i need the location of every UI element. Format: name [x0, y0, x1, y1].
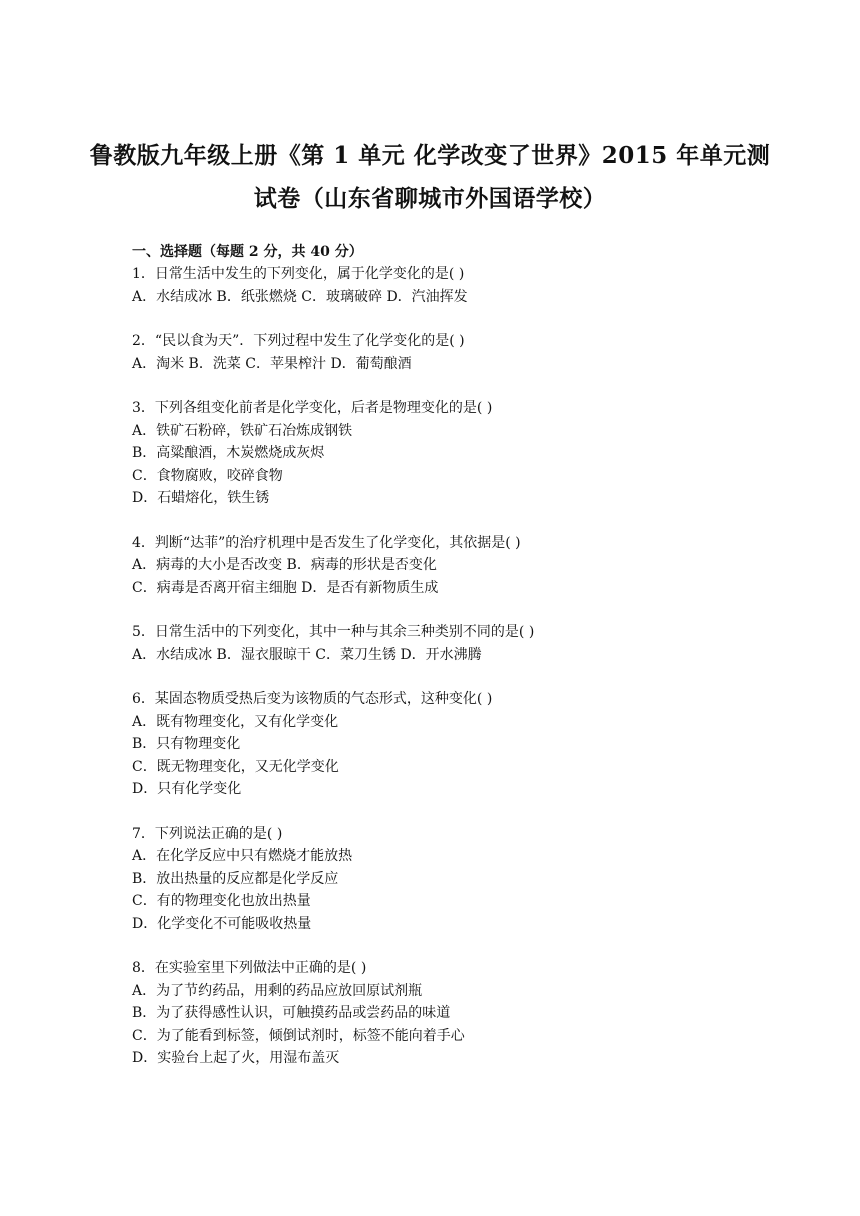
question-7 — [132, 823, 822, 936]
exam-content — [132, 241, 822, 1092]
question-stem: 3．下列各组变化前者是化学变化，后者是物理变化的是( ) — [132, 400, 493, 416]
question-5 — [132, 621, 822, 666]
question-option-a: A．为了节约药品，用剩的药品应放回原试剂瓶 — [132, 982, 423, 999]
question-8 — [132, 957, 822, 1070]
question-options: A．水结成冰 B．湿衣服晾干 C．菜刀生锈 D．开水沸腾 — [132, 646, 482, 663]
question-option-d: D．只有化学变化 — [132, 781, 242, 797]
question-option-a: A．既有物理变化，又有化学变化 — [132, 713, 339, 730]
document-title-line-1: 鲁教版九年级上册《第 1 单元 化学改变了世界》2015 年单元测 — [89, 142, 771, 169]
question-option-b: B．放出热量的反应都是化学反应 — [132, 870, 339, 887]
question-2 — [132, 330, 822, 375]
question-stem: 8．在实验室里下列做法中正确的是( ) — [132, 960, 367, 976]
question-stem: 7．下列说法正确的是( ) — [132, 825, 283, 842]
question-option-c: C．有的物理变化也放出热量 — [132, 893, 311, 909]
question-options: A．淘米 B．洗菜 C．苹果榨汁 D．葡萄酿酒 — [132, 355, 412, 372]
question-option-a: A．在化学反应中只有燃烧才能放热 — [132, 848, 353, 864]
question-options: A．水结成冰 B．纸张燃烧 C．玻璃破碎 D．汽油挥发 — [132, 288, 468, 305]
question-option-d: D．化学变化不可能吸收热量 — [132, 915, 312, 932]
question-stem: 5．日常生活中的下列变化，其中一种与其余三种类别不同的是( ) — [132, 624, 535, 640]
question-4 — [132, 532, 822, 600]
question-option-b: B．为了获得感性认识，可触摸药品或尝药品的味道 — [132, 1005, 451, 1021]
question-option-b: B．只有物理变化 — [132, 736, 241, 752]
question-option-c: C．为了能看到标签，倾倒试剂时，标签不能向着手心 — [132, 1027, 465, 1044]
question-option-d: D．实验台上起了火，用湿布盖灭 — [132, 1050, 340, 1066]
question-stem: 1．日常生活中发生的下列变化，属于化学变化的是( ) — [132, 266, 465, 282]
document-title-line-2: 试卷（山东省聊城市外国语学校） — [253, 185, 607, 212]
question-stem: 6．某固态物质受热后变为该物质的气态形式，这种变化( ) — [132, 691, 493, 707]
question-options-cd: C．病毒是否离开宿主细胞 D．是否有新物质生成 — [132, 579, 439, 596]
question-1 — [132, 263, 822, 308]
question-option-b: B．高粱酿酒，木炭燃烧成灰烬 — [132, 445, 325, 461]
question-stem: 4．判断“达菲”的治疗机理中是否发生了化学变化，其依据是( ) — [132, 534, 521, 551]
question-option-a: A．铁矿石粉碎，铁矿石冶炼成钢铁 — [132, 422, 353, 439]
question-option-d: D．石蜡熔化，铁生锈 — [132, 490, 270, 506]
section-header: 一、选择题（每题 2 分，共 40 分） — [132, 244, 363, 260]
question-option-c: C．食物腐败，咬碎食物 — [132, 467, 283, 484]
question-options-ab: A．病毒的大小是否改变 B．病毒的形状是否变化 — [132, 557, 437, 573]
question-6 — [132, 688, 822, 801]
question-option-c: C．既无物理变化，又无化学变化 — [132, 758, 339, 775]
question-stem: 2．“民以食为天”．下列过程中发生了化学变化的是( ) — [132, 333, 465, 349]
question-3 — [132, 397, 822, 510]
